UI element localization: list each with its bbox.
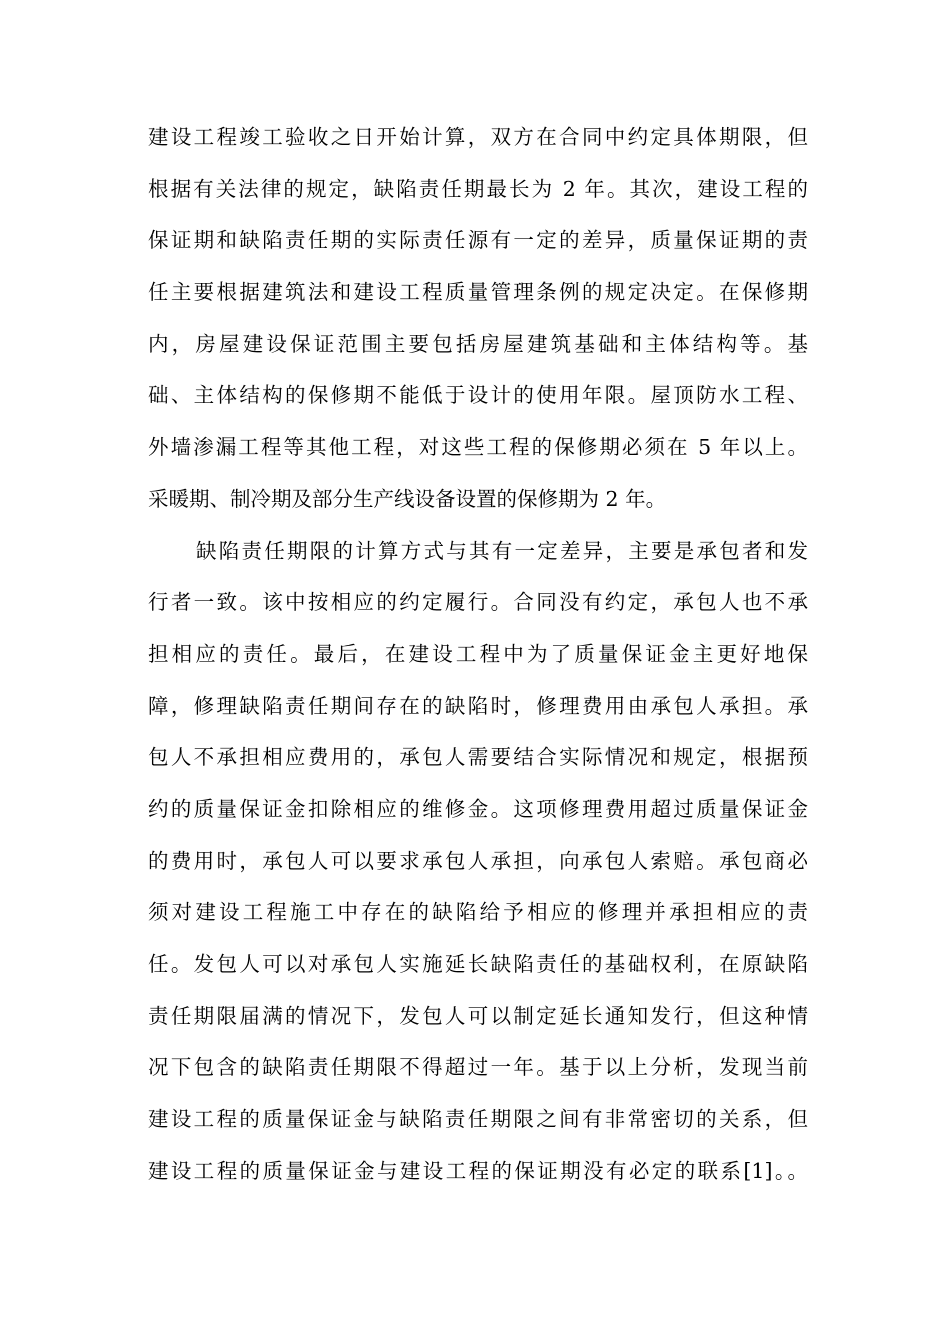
text-line: 的费用时，承包人可以要求承包人承担，向承包人索赔。承包商必 (148, 848, 808, 873)
text-line: 任主要根据建筑法和建设工程质量管理条例的规定决定。在保修期 (148, 280, 808, 305)
text-line: 须对建设工程施工中存在的缺陷给予相应的修理并承担相应的责 (148, 900, 808, 925)
text-line: 包人不承担相应费用的，承包人需要结合实际情况和规定，根据预 (148, 745, 808, 770)
text-line: 建设工程的质量保证金与缺陷责任期限之间有非常密切的关系，但 (148, 1107, 808, 1132)
text-line: 况下包含的缺陷责任期限不得超过一年。基于以上分析，发现当前 (148, 1055, 808, 1080)
text-line: 担相应的责任。最后，在建设工程中为了质量保证金主更好地保 (148, 641, 808, 666)
text-line: 建设工程的质量保证金与建设工程的保证期没有必定的联系[1]。。 (148, 1158, 808, 1183)
text-line: 责任期限届满的情况下，发包人可以制定延长通知发行，但这种情 (148, 1003, 808, 1028)
text-line: 保证期和缺陷责任期的实际责任源有一定的差异，质量保证期的责 (148, 228, 808, 253)
text-line: 障，修理缺陷责任期间存在的缺陷时，修理费用由承包人承担。承 (148, 693, 808, 718)
body-text (148, 114, 808, 1199)
text-line: 外墙渗漏工程等其他工程，对这些工程的保修期必须在 5 年以上。 (148, 435, 808, 460)
text-line: 约的质量保证金扣除相应的维修金。这项修理费用超过质量保证金 (148, 796, 808, 821)
text-line: 任。发包人可以对承包人实施延长缺陷责任的基础权利，在原缺陷 (148, 952, 808, 976)
text-line: 行者一致。该中按相应的约定履行。合同没有约定，承包人也不承 (148, 590, 808, 615)
text-line: 建设工程竣工验收之日开始计算，双方在合同中约定具体期限，但 (148, 125, 808, 149)
text-line: 础、主体结构的保修期不能低于设计的使用年限。屋顶防水工程、 (148, 383, 808, 408)
text-line: 根据有关法律的规定，缺陷责任期最长为 2 年。其次，建设工程的 (148, 176, 808, 201)
paragraph-start-line: 缺陷责任期限的计算方式与其有一定差异，主要是承包者和发 (196, 538, 808, 563)
text-line: 内，房屋建设保证范围主要包括房屋建筑基础和主体结构等。基 (148, 331, 808, 356)
text-line: 采暖期、制冷期及部分生产线设备设置的保修期为 2 年。 (148, 486, 667, 511)
